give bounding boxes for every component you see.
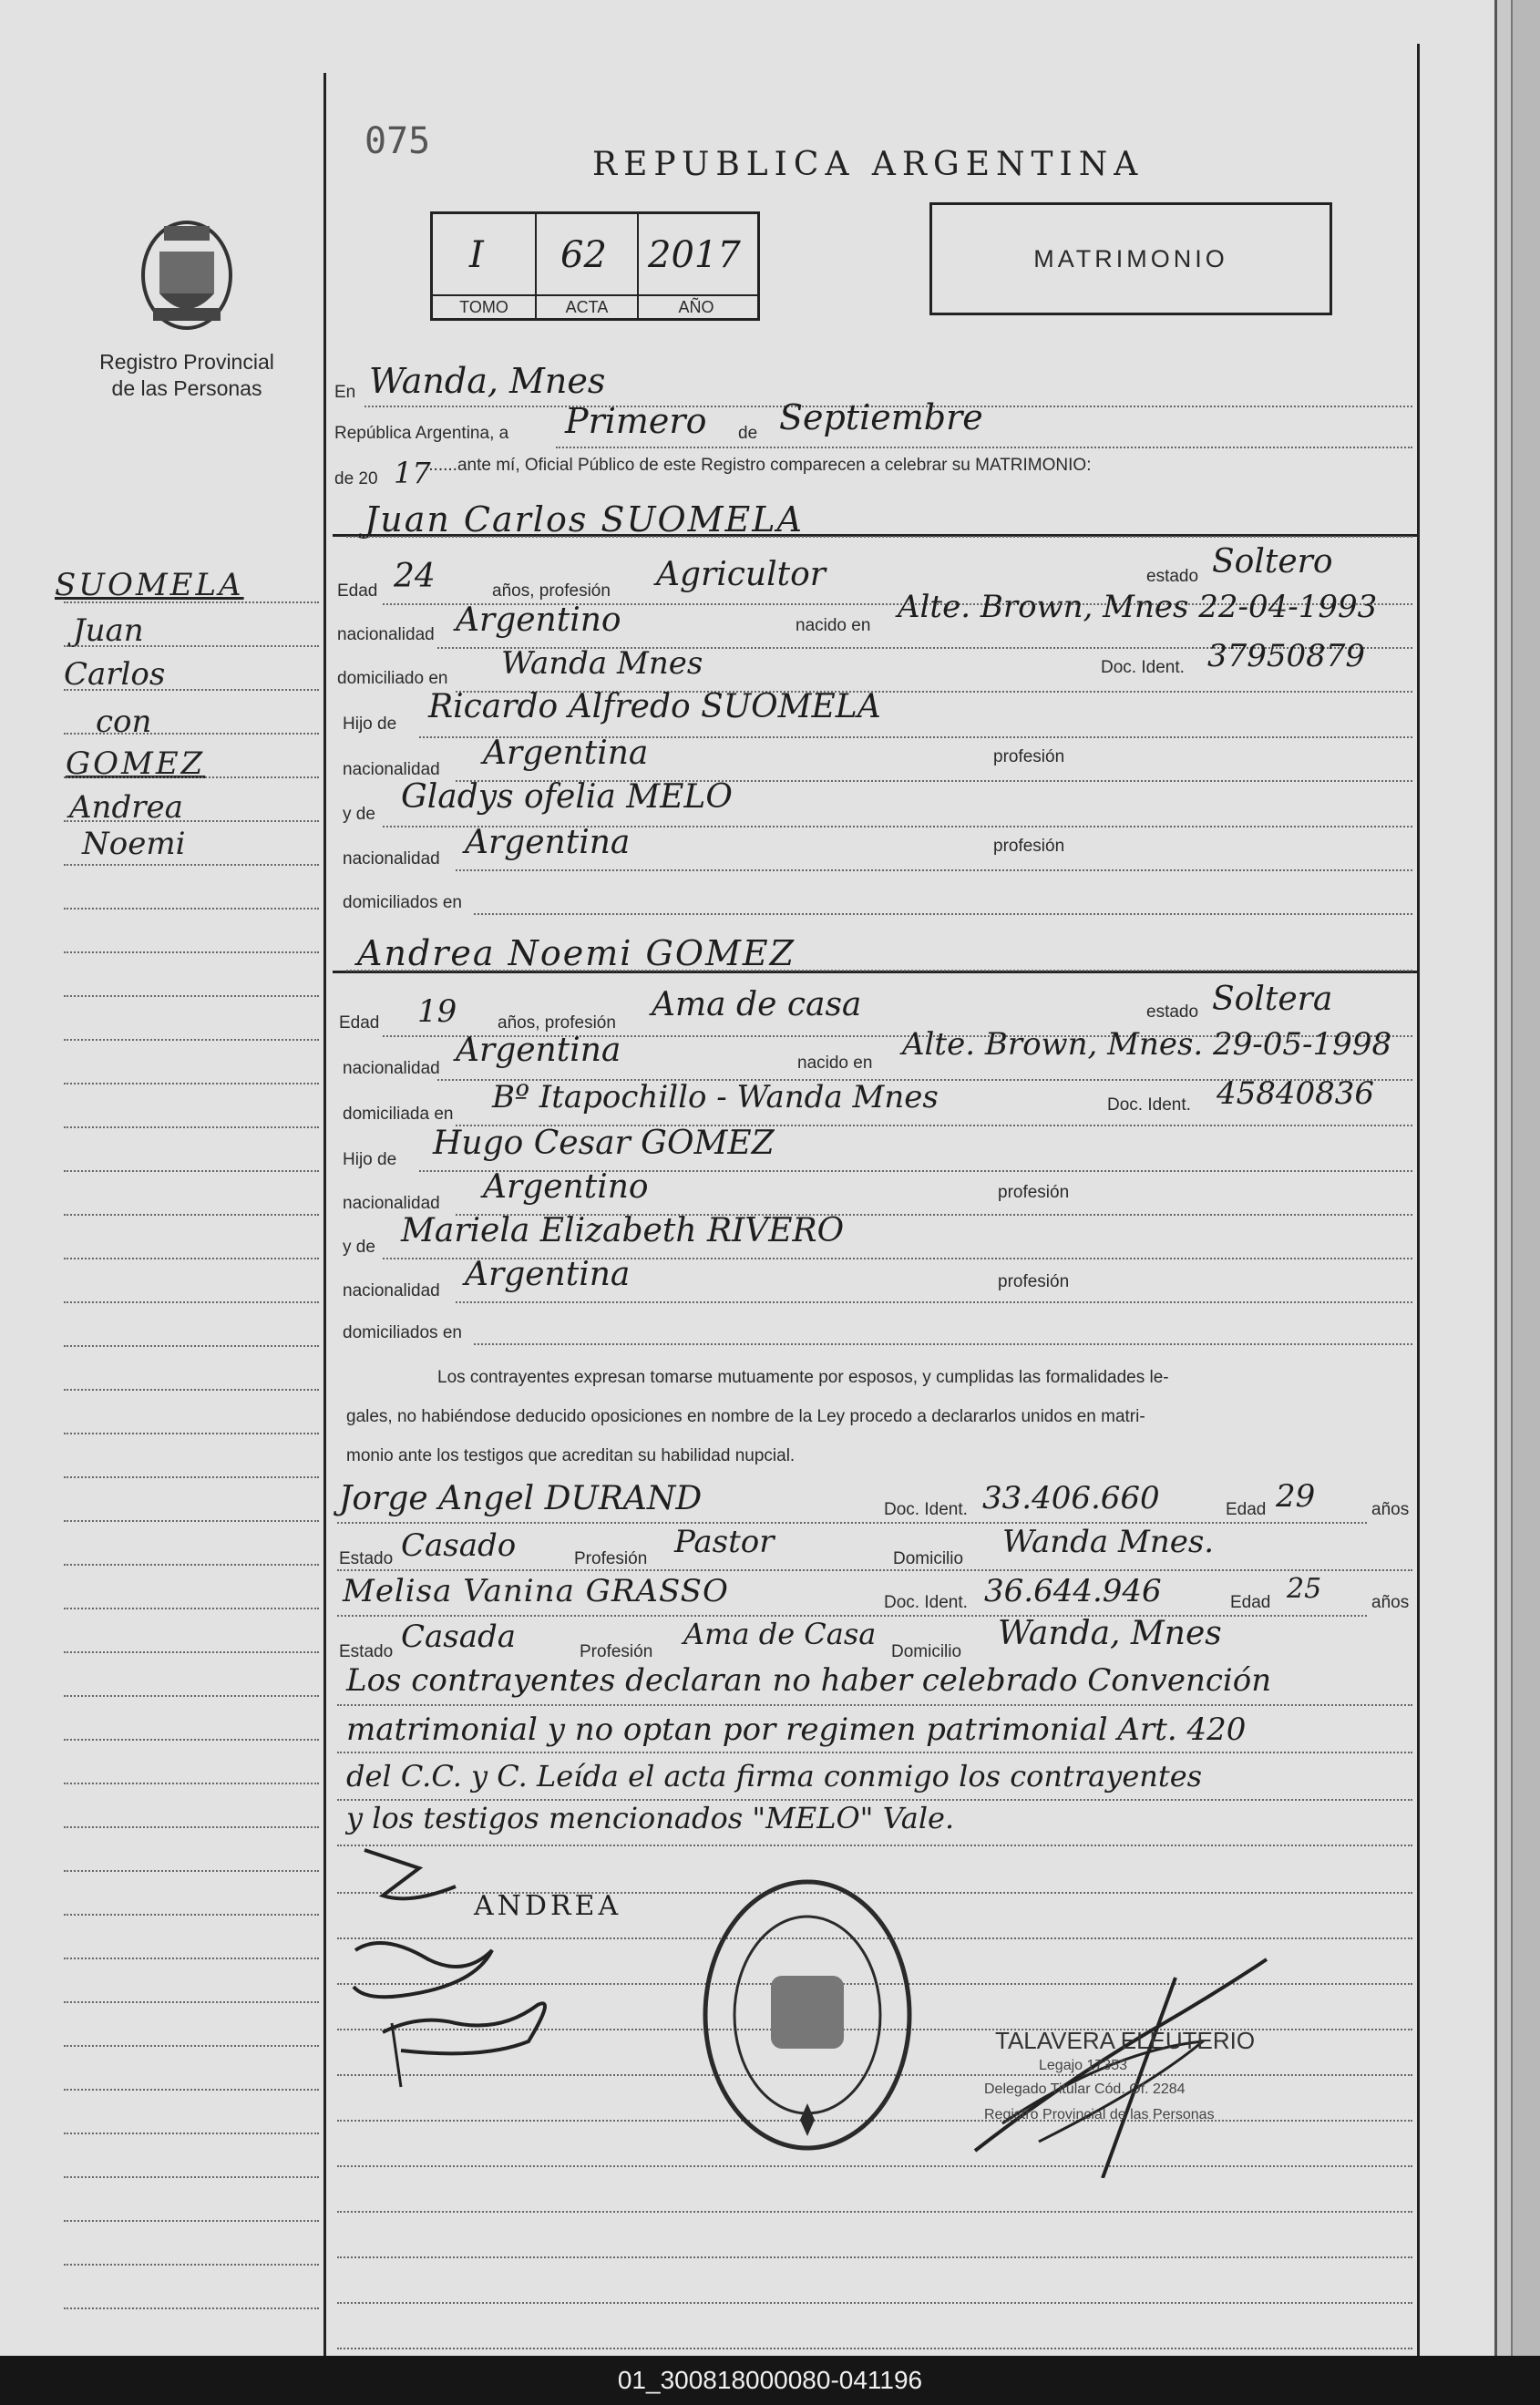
- dotted-line: [346, 970, 1412, 971]
- ruled-line: [337, 2348, 1412, 2349]
- groom-domicilio: Wanda Mnes: [501, 645, 703, 682]
- groom-mother-nac-label: nacionalidad: [343, 849, 440, 868]
- ruled-line: [64, 601, 319, 603]
- ruled-line: [64, 1433, 319, 1434]
- bride-mother-nac: Argentina: [465, 1256, 631, 1293]
- bride-domiciliados-label: domiciliados en: [343, 1323, 462, 1342]
- ruled-line: [64, 1783, 319, 1784]
- groom-profesion-label: años, profesión: [492, 581, 611, 601]
- witness1-name: Jorge Angel DURAND: [339, 1480, 703, 1517]
- year-value: 17: [394, 456, 431, 490]
- bride-edad: 19: [417, 993, 457, 1030]
- dotted-line: [337, 1799, 1412, 1801]
- ruled-line: [64, 1170, 319, 1172]
- bride-doc-label: Doc. Ident.: [1107, 1095, 1191, 1115]
- ruled-line: [64, 1564, 319, 1566]
- groom-domiciliados-label: domiciliados en: [343, 893, 462, 912]
- groom-mother-nac: Argentina: [465, 824, 631, 861]
- misiones-coat-of-arms-icon: [137, 215, 237, 334]
- witness1-domicilio-label: Domicilio: [893, 1549, 964, 1568]
- ruled-line: [64, 1870, 319, 1872]
- bride-nacionalidad: Argentina: [456, 1032, 621, 1069]
- bride-domicilio-label: domiciliada en: [343, 1105, 454, 1124]
- ruled-line: [64, 951, 319, 953]
- groom-estado-label: estado: [1146, 567, 1199, 586]
- groom-domicilio-label: domiciliado en: [337, 669, 448, 688]
- ruled-line: [64, 1039, 319, 1041]
- ruled-line: [64, 1958, 319, 1959]
- dotted-line: [456, 1301, 1412, 1303]
- ruled-line: [64, 820, 319, 822]
- groom-mother: Gladys ofelia MELO: [401, 778, 733, 816]
- bride-profesion: Ama de casa: [652, 986, 862, 1023]
- dotted-line: [456, 869, 1412, 871]
- ruled-line: [64, 2307, 319, 2309]
- ruled-line: [64, 1520, 319, 1522]
- acta-value: 62: [560, 234, 607, 276]
- groom-nacido-label: nacido en: [796, 616, 871, 635]
- book-edge-inner: [1511, 0, 1540, 2356]
- note-line1: Los contrayentes declaran no haber celebrado Convención: [346, 1662, 1272, 1699]
- bride-mother-prof-label: profesión: [998, 1272, 1070, 1291]
- ruled-line: [64, 2045, 319, 2047]
- ruled-line: [64, 2176, 319, 2178]
- en-label: En: [334, 383, 356, 402]
- tomo-value: I: [469, 234, 484, 276]
- document-type: MATRIMONIO: [929, 202, 1332, 315]
- bride-doc: 45840836: [1217, 1075, 1375, 1112]
- ruled-line: [64, 1301, 319, 1303]
- bride-hijo-label: Hijo de: [343, 1150, 397, 1169]
- bride-father-prof-label: profesión: [998, 1183, 1070, 1202]
- witness2-domicilio: Wanda, Mnes: [998, 1615, 1222, 1652]
- groom-doc: 37950879: [1207, 638, 1366, 674]
- bride-nacido: Alte. Brown, Mnes. 29-05-1998: [902, 1026, 1392, 1063]
- country-title: REPUBLICA ARGENTINA: [592, 146, 1145, 183]
- ruled-line: [64, 1914, 319, 1916]
- groom-nacionalidad: Argentino: [456, 601, 621, 639]
- bride-profesion-label: años, profesión: [498, 1013, 616, 1033]
- witness1-profesion-label: Profesión: [574, 1549, 648, 1568]
- witness2-doc: 36.644.946: [984, 1573, 1162, 1609]
- margin-note-line4: con: [96, 704, 152, 740]
- groom-father-nac-label: nacionalidad: [343, 760, 440, 779]
- ruled-line: [64, 2264, 319, 2266]
- witness1-estado-label: Estado: [339, 1549, 394, 1568]
- right-border: [1417, 44, 1420, 2356]
- declaration-text: Los contrayentes expresan tomarse mutuamente por esposos, y cumplidas las formalidades le- gales, no habiéndose deducido oposiciones en nombre de la Ley procedo a declararlos unidos en matri- monio ante los testigos que acreditan su habilidad nupcial.: [346, 1368, 1169, 1465]
- groom-name: Juan Carlos SUOMELA: [364, 499, 804, 540]
- groom-doc-label: Doc. Ident.: [1101, 658, 1185, 677]
- groom-edad: 24: [394, 558, 436, 595]
- ruled-line: [64, 1126, 319, 1128]
- left-column-divider: [323, 73, 326, 2356]
- anio-value: 2017: [648, 234, 741, 276]
- ruled-line: [64, 689, 319, 691]
- bride-nacionalidad-label: nacionalidad: [343, 1059, 440, 1078]
- ruled-line: [64, 1739, 319, 1741]
- bride-mother-nac-label: nacionalidad: [343, 1281, 440, 1300]
- signature-group-icon: [346, 1841, 565, 2096]
- official-seal-icon: [700, 1876, 915, 2154]
- month-value: Septiembre: [779, 397, 983, 437]
- ruled-line: [64, 1476, 319, 1478]
- bride-name: Andrea Noemi GOMEZ: [357, 933, 796, 973]
- ruled-line: [64, 1258, 319, 1259]
- witness1-anos-label: años: [1371, 1500, 1410, 1519]
- bride-domicilio: Bº Itapochillo - Wanda Mnes: [492, 1079, 939, 1115]
- dotted-line: [474, 913, 1412, 915]
- dotted-line: [346, 536, 1412, 538]
- officer-legajo: Legajo 17353: [1039, 2058, 1127, 2073]
- dotted-line: [556, 447, 1412, 448]
- dotted-line: [337, 1569, 1412, 1571]
- groom-nacionalidad-label: nacionalidad: [337, 625, 435, 644]
- ruled-line: [64, 1695, 319, 1697]
- groom-father-nac: Argentina: [483, 735, 649, 772]
- note-line3: del C.C. y C. Leída el acta firma conmigo los contrayentes: [346, 1759, 1203, 1793]
- officer-registry: Registro Provincial de las Personas: [984, 2107, 1215, 2122]
- dotted-line: [474, 1343, 1412, 1345]
- witness2-anos-label: años: [1371, 1593, 1410, 1612]
- note-line2: matrimonial y no optan por regimen patrimonial Art. 420: [346, 1711, 1247, 1748]
- ruled-line: [64, 776, 319, 778]
- margin-note-line1: SUOMELA: [55, 567, 244, 603]
- witness2-profesion: Ama de Casa: [683, 1617, 877, 1651]
- ruled-line: [64, 733, 319, 735]
- ruled-line: [64, 1345, 319, 1347]
- ruled-line: [64, 1826, 319, 1828]
- ruled-line: [64, 1214, 319, 1216]
- margin-note-line7: Noemi: [82, 826, 186, 862]
- bride-father-nac: Argentino: [483, 1168, 649, 1206]
- ruled-line: [64, 2133, 319, 2134]
- witness2-edad: 25: [1287, 1573, 1322, 1605]
- witness2-doc-label: Doc. Ident.: [884, 1593, 968, 1612]
- margin-note-line5: GOMEZ: [66, 745, 206, 782]
- officer-title: Delegado Titular Cód. Of. 2284: [984, 2081, 1186, 2097]
- tomo-acta-anio-box: [430, 211, 760, 321]
- de-label-1: de: [738, 424, 758, 443]
- scan-footer-id: 01_300818000080-041196: [0, 2356, 1540, 2405]
- bride-edad-label: Edad: [339, 1013, 380, 1033]
- groom-edad-label: Edad: [337, 581, 378, 601]
- ruled-line: [64, 1389, 319, 1391]
- witness2-profesion-label: Profesión: [580, 1642, 653, 1661]
- dotted-line: [337, 1704, 1412, 1706]
- tomo-label: TOMO: [459, 298, 508, 316]
- groom-hijo-label: Hijo de: [343, 714, 397, 734]
- witness2-name: Melisa Vanina GRASSO: [343, 1573, 729, 1609]
- ruled-line: [64, 864, 319, 866]
- witness1-doc: 33.406.660: [982, 1480, 1160, 1516]
- bride-estado: Soltera: [1212, 981, 1333, 1018]
- witness1-profesion: Pastor: [674, 1524, 775, 1560]
- groom-father: Ricardo Alfredo SUOMELA: [428, 688, 881, 725]
- witness1-domicilio: Wanda Mnes.: [1002, 1524, 1215, 1560]
- witness1-edad: 29: [1276, 1478, 1316, 1515]
- intro-text: .......ante mí, Oficial Público de este Registro comparecen a celebrar su MATRIMONIO:: [424, 456, 1092, 475]
- ruled-line: [64, 995, 319, 997]
- bride-nacido-label: nacido en: [797, 1053, 873, 1073]
- ruled-line: [64, 2220, 319, 2222]
- groom-profesion: Agricultor: [656, 556, 826, 593]
- groom-mother-prof-label: profesión: [993, 837, 1065, 856]
- bride-mother: Mariela Elizabeth RIVERO: [401, 1212, 845, 1249]
- bride-yde-label: y de: [343, 1238, 375, 1257]
- groom-yde-label: y de: [343, 805, 375, 824]
- margin-note-line3: Carlos: [64, 656, 166, 693]
- ruled-line: [64, 1608, 319, 1609]
- anio-label: AÑO: [678, 298, 714, 316]
- witness1-doc-label: Doc. Ident.: [884, 1500, 968, 1519]
- officer-name: TALAVERA ELEUTERIO: [995, 2027, 1256, 2054]
- groom-estado: Soltero: [1212, 543, 1333, 581]
- bride-father: Hugo Cesar GOMEZ: [433, 1125, 775, 1162]
- ruled-line: [337, 2256, 1412, 2258]
- dotted-line: [337, 1752, 1412, 1753]
- folio-number: 075: [364, 120, 431, 162]
- year-prefix-label: de 20: [334, 469, 378, 488]
- registry-name: Registro Provincial de las Personas: [99, 350, 274, 400]
- ruled-line: [64, 645, 319, 647]
- note-line4: y los testigos mencionados "MELO" Vale.: [346, 1801, 955, 1835]
- witness2-estado: Casada: [401, 1619, 517, 1655]
- day-value: Primero: [565, 401, 707, 441]
- groom-nacido: Alte. Brown, Mnes 22-04-1993: [898, 589, 1378, 625]
- margin-note-line6: Andrea: [69, 789, 183, 826]
- witness2-estado-label: Estado: [339, 1642, 394, 1661]
- acta-label: ACTA: [565, 298, 609, 316]
- bride-estado-label: estado: [1146, 1002, 1199, 1022]
- place-value: Wanda, Mnes: [369, 361, 606, 401]
- witness2-edad-label: Edad: [1230, 1593, 1271, 1612]
- bride-father-nac-label: nacionalidad: [343, 1194, 440, 1213]
- witness2-domicilio-label: Domicilio: [891, 1642, 962, 1661]
- ruled-line: [64, 2089, 319, 2091]
- ruled-line: [64, 1083, 319, 1084]
- republica-label: República Argentina, a: [334, 424, 509, 443]
- ruled-line: [337, 2302, 1412, 2304]
- ruled-line: [64, 908, 319, 910]
- ruled-line: [337, 2211, 1412, 2213]
- witness1-estado: Casado: [401, 1527, 517, 1564]
- ruled-line: [64, 2001, 319, 2003]
- groom-father-prof-label: profesión: [993, 747, 1065, 766]
- signature-andrea: ANDREA: [474, 1890, 622, 1922]
- witness1-edad-label: Edad: [1226, 1500, 1267, 1519]
- margin-note-line2: Juan: [73, 612, 144, 649]
- ruled-line: [64, 1651, 319, 1653]
